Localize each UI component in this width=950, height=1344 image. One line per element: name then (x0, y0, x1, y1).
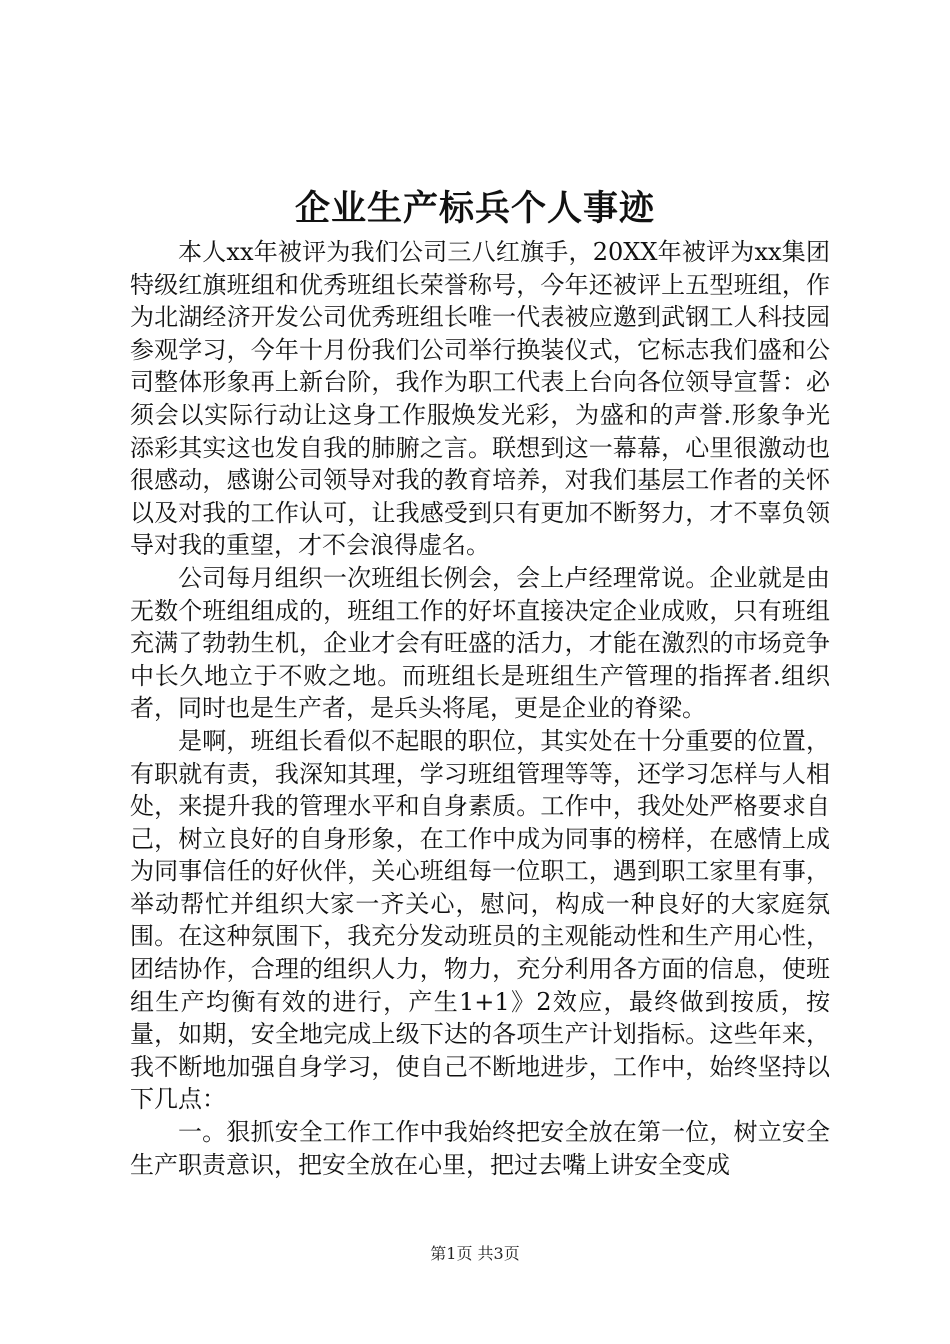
paragraph-4: 一。狠抓安全工作工作中我始终把安全放在第一位，树立安全生产职责意识，把安全放在心里，把过去嘴上讲安全变成 (130, 1118, 830, 1179)
page-number-footer: 第1页 共3页 (430, 1244, 520, 1263)
paragraph-3: 是啊，班组长看似不起眼的职位，其实处在十分重要的位置，有职就有责，我深知其理，学习班组管理等等，还学习怎样与人相处，来提升我的管理水平和自身素质。工作中，我处处严格要求自己，树立良好的自身形象，在工作中成为同事的榜样，在感情上成为同事信任的好伙伴，关心班组每一位职工，遇到职工家里有事，举动帮忙并组织大家一齐关心，慰问，构成一种良好的大家庭氛围。在这种氛围下，我充分发动班员的主观能动性和生产用心性，团结协作，合理的组织人力，物力，充分利用各方面的信息，使班组生产均衡有效的进行，产生1+1》2效应，最终做到按质，按量，如期，安全地完成上级下达的各项生产计划指标。这些年来，我不断地加强自身学习，使自己不断地进步，工作中，始终坚持以下几点： (130, 726, 830, 1114)
paragraph-2: 公司每月组织一次班组长例会，会上卢经理常说。企业就是由无数个班组组成的，班组工作的好坏直接决定企业成败，只有班组充满了勃勃生机，企业才会有旺盛的活力，才能在激烈的市场竞争中长久地立于不败之地。而班组长是班组生产管理的指挥者.组织者，同时也是生产者，是兵头将尾，更是企业的脊梁。 (130, 563, 830, 723)
document-body (130, 236, 830, 1181)
page-title: 企业生产标兵个人事迹 (294, 188, 655, 229)
paragraph-1: 本人xx年被评为我们公司三八红旗手，20XX年被评为xx集团特级红旗班组和优秀班组长荣誉称号，今年还被评上五型班组，作为北湖经济开发公司优秀班组长唯一代表被应邀到武钢工人科技园参观学习，今年十月份我们公司举行换装仪式，它标志我们盛和公司整体形象再上新台阶，我作为职工代表上台向各位领导宣誓：必须会以实际行动让这身工作服焕发光彩，为盛和的声誉.形象争光添彩其实这也发自我的肺腑之言。联想到这一幕幕，心里很激动也很感动，感谢公司领导对我的教育培养，对我们基层工作者的关怀以及对我的工作认可，让我感受到只有更加不断努力，才不辜负领导对我的重望，才不会浪得虚名。 (130, 238, 830, 560)
